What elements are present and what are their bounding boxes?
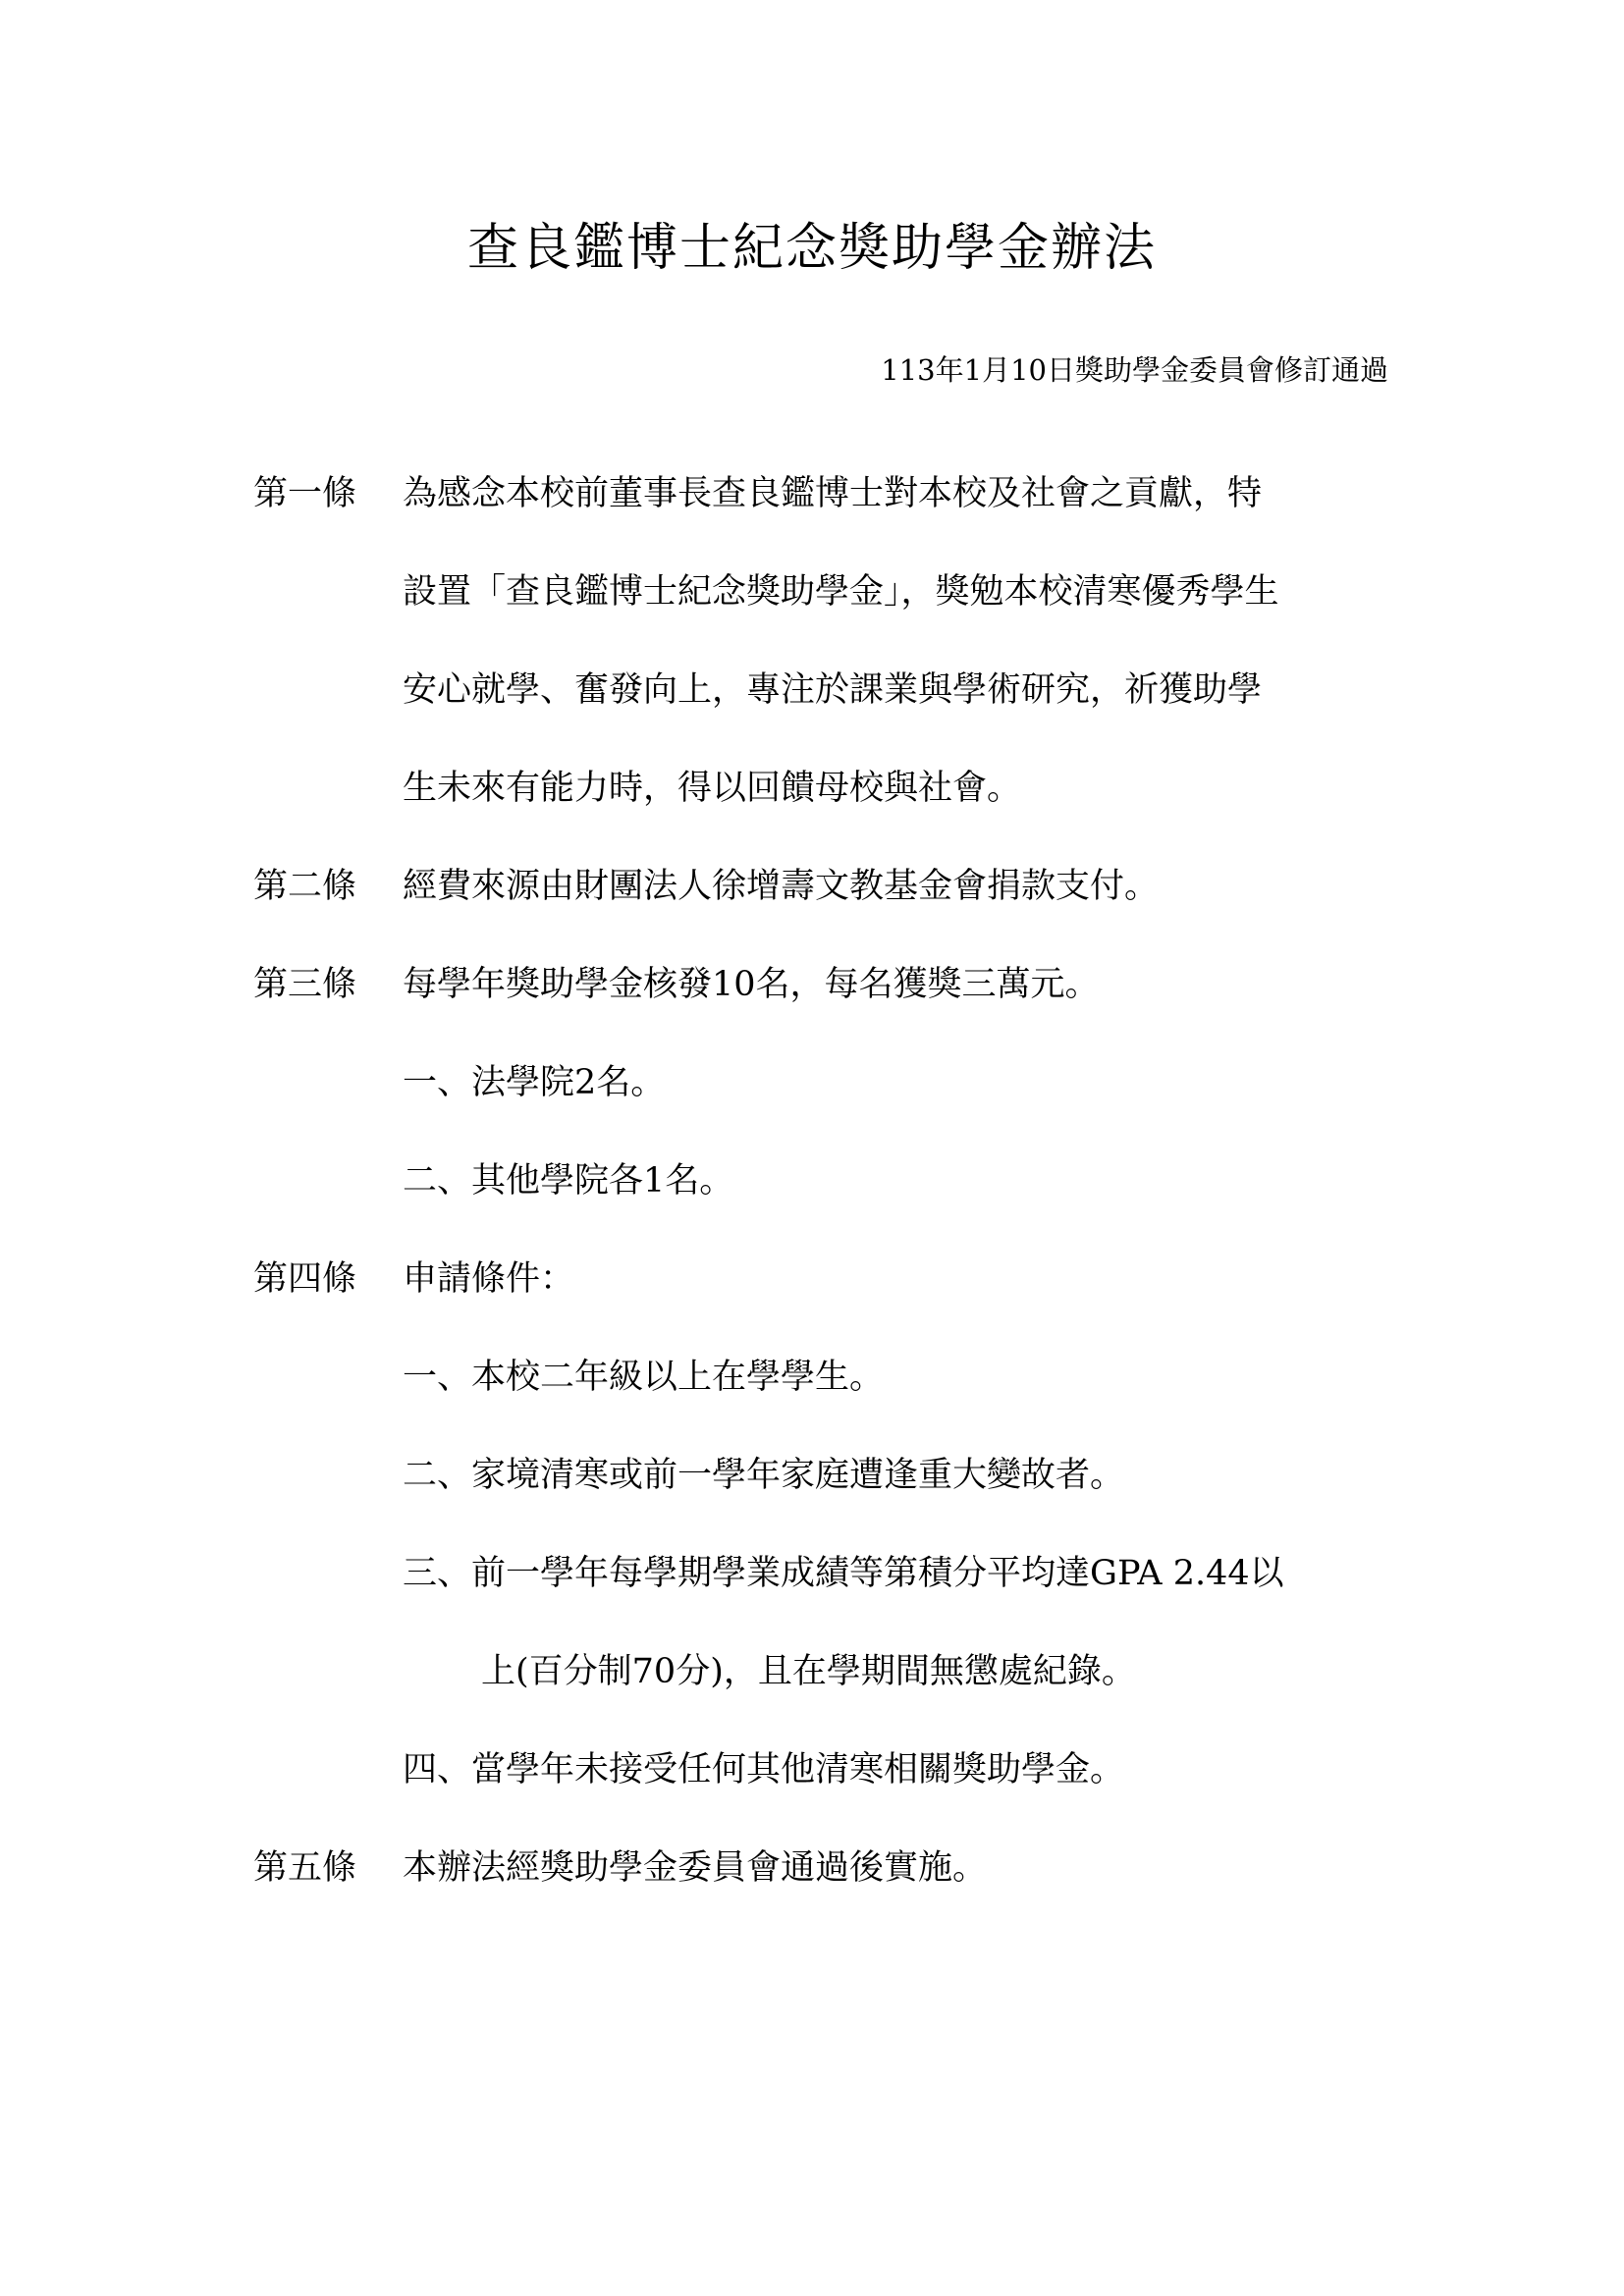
article-5-line-1: 本辦法經獎助學金委員會通過後實施。 xyxy=(403,1848,988,1888)
article-3-item-1: 一、法學院2名。 xyxy=(403,1063,666,1102)
article-1-line-3: 安心就學、奮發向上，專注於課業與學術研究，祈獲助學 xyxy=(403,670,1263,710)
article-1-line-1: 為感念本校前董事長查良鑑博士對本校及社會之貢獻，特 xyxy=(403,474,1263,513)
article-4-item-3: 三、前一學年每學期學業成績等第積分平均達GPA 2.44以 xyxy=(403,1554,1284,1593)
article-4-item-1: 一、本校二年級以上在學學生。 xyxy=(403,1358,885,1397)
article-2-label: 第二條 xyxy=(253,867,357,906)
article-4-line-1: 申請條件： xyxy=(403,1259,575,1299)
article-3-line-1: 每學年獎助學金核發10名，每名獲獎三萬元。 xyxy=(403,965,1100,1004)
article-1-line-4: 生未來有能力時，得以回饋母校與社會。 xyxy=(403,769,1022,808)
article-1-line-2: 設置「查良鑑博士紀念獎助學金」，獎勉本校清寒優秀學生 xyxy=(403,572,1279,612)
article-4-label: 第四條 xyxy=(253,1259,357,1299)
article-3-item-2: 二、其他學院各1名。 xyxy=(403,1161,734,1201)
document-title: 查良鑑博士紀念獎助學金辦法 xyxy=(466,219,1157,278)
article-2-line-1: 經費來源由財團法人徐增壽文教基金會捐款支付。 xyxy=(403,867,1160,906)
article-1-label: 第一條 xyxy=(253,474,357,513)
article-4-item-3-continuation: 上(百分制70分)，且在學期間無懲處紀錄。 xyxy=(481,1652,1136,1691)
article-5-label: 第五條 xyxy=(253,1848,357,1888)
amendment-note: 113年1月10日獎助學金委員會修訂通過 xyxy=(881,353,1388,387)
article-4-item-4: 四、當學年未接受任何其他清寒相關獎助學金。 xyxy=(403,1750,1125,1789)
article-4-item-2: 二、家境清寒或前一學年家庭遭逢重大變故者。 xyxy=(403,1456,1125,1495)
article-3-label: 第三條 xyxy=(253,965,357,1004)
